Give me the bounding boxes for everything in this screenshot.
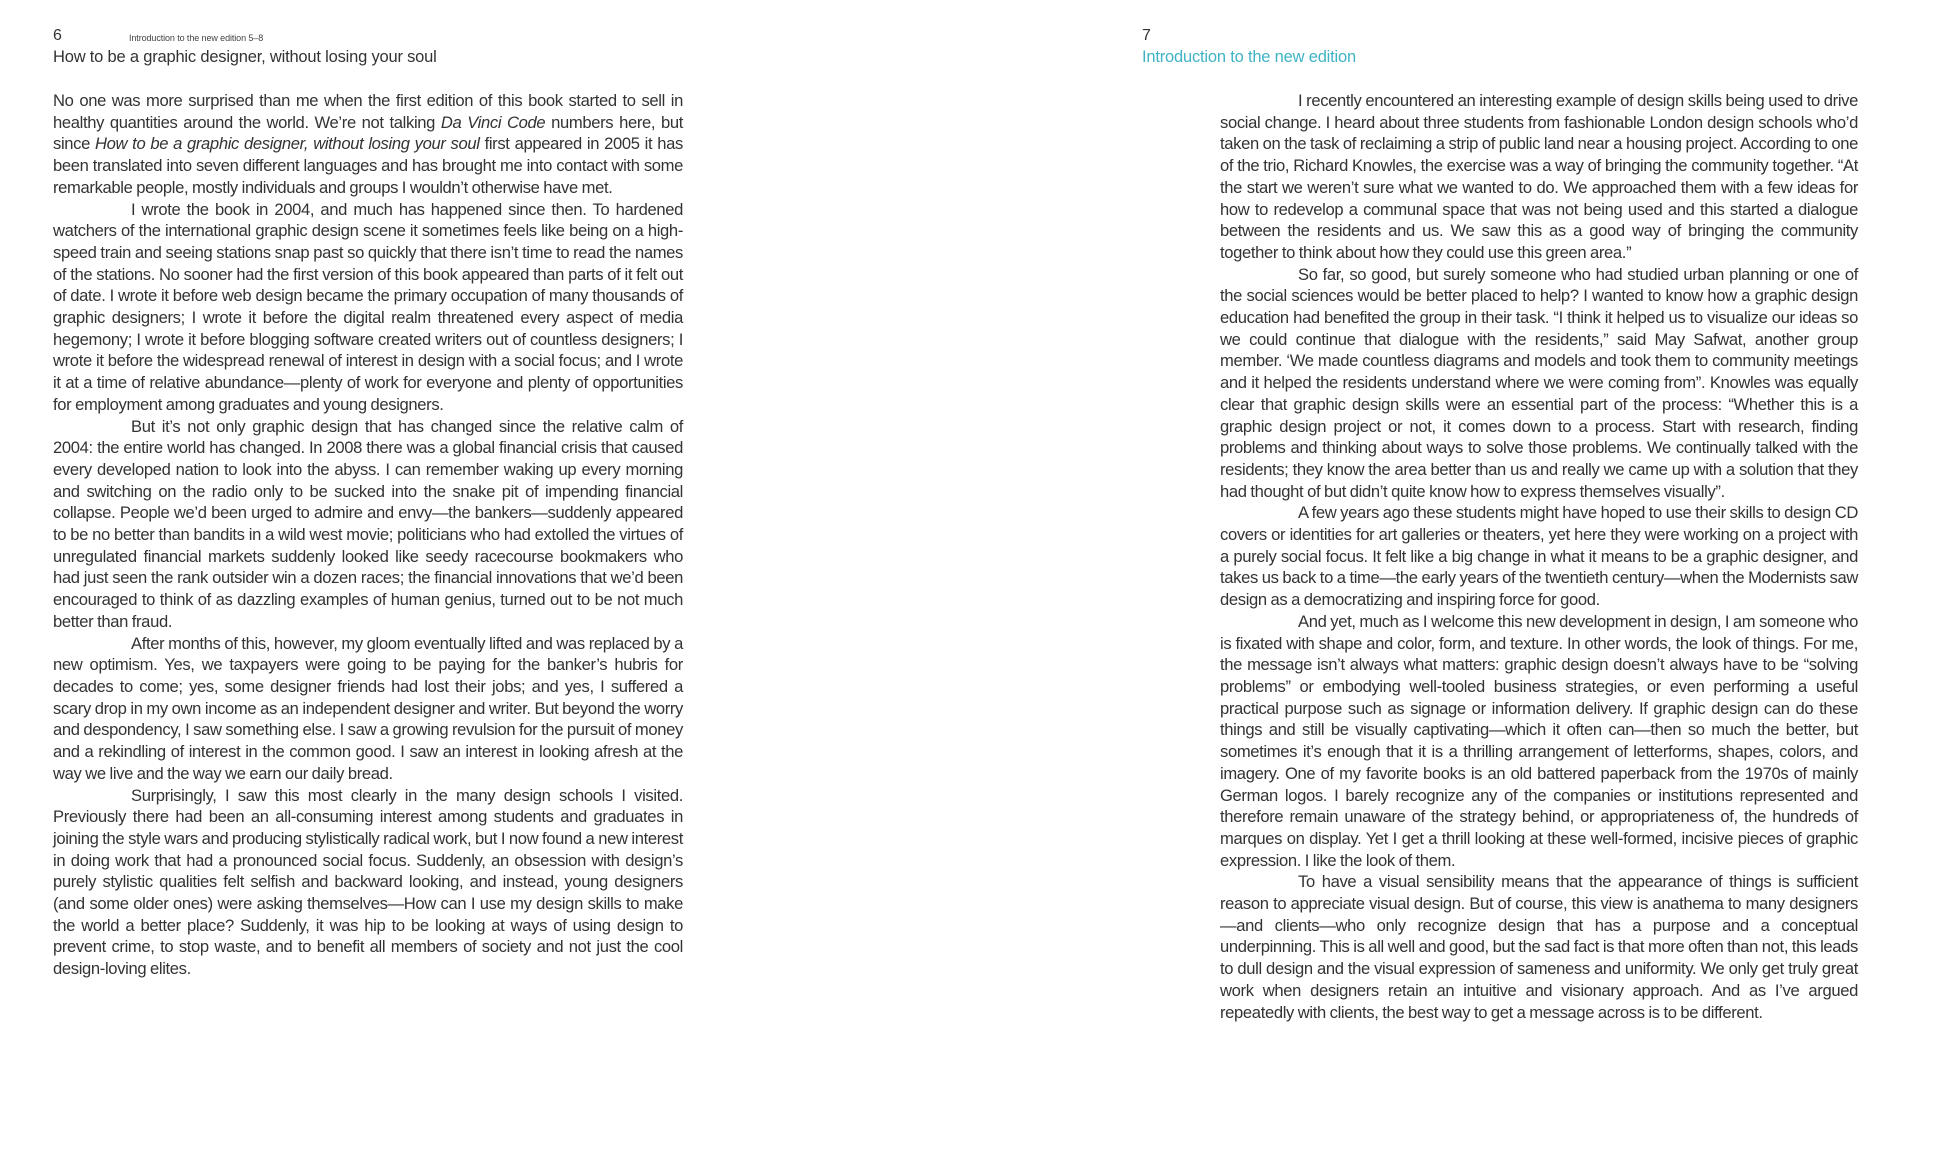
- page-number: 6: [53, 27, 62, 44]
- page-title: How to be a graphic designer, without losing your soul: [53, 48, 437, 66]
- italic-title: How to be a graphic designer, without losing your soul: [95, 134, 480, 154]
- paragraph: And yet, much as I welcome this new development in design, I am someone who is fixated with shape and color, form, and texture. In other words, the look of things. For me, the message isn’t always what matters: graphic design doesn’t always have to be “solving problems” or embodying well-tooled business strategies, or even performing a useful practical purpose such as signage or information delivery. If graphic design can do these things and still be visually captivating—which it often can—then so much the better, but sometimes it’s enough that it is a thrilling arrangement of letterforms, shapes, colors, and imagery. One of my favorite books is an old battered paperback from the 1970s of mainly German logos. I barely recognize any of the companies or institutions represented and therefore remain unaware of the strategy behind, or appropriateness of, the hundreds of marques on display. Yet I get a thrill looking at these well-formed, incisive pieces of graphic expression. I like the look of them.: [1220, 611, 1858, 870]
- page-title: Introduction to the new edition: [1142, 48, 1356, 66]
- page-number: 7: [1142, 27, 1151, 44]
- italic-title: Da Vinci Code: [440, 112, 546, 132]
- paragraph: So far, so good, but surely someone who had studied urban planning or one of the social sciences would be better placed to help? I wanted to know how a graphic design education had benefited the group in their task. “I think it helped us to visualize our ideas so we could continue that dialogue with the residents,” said May Safwat, another group member. ‘We made countless diagrams and models and took them to community meetings and it helped the residents understand where we were coming from”. Knowles was equally clear that graphic design skills were an essential part of the process: “Whether this is a graphic design project or not, it comes down to a process. Start with research, finding problems and thinking about ways to solve those problems. We continually talked with the residents; they know the area better than us and really we came up with a solution that they had thought of but didn’t quite know how to express themselves visually”.: [1220, 264, 1858, 501]
- paragraph: To have a visual sensibility means that the appearance of things is sufficient reason to appreciate visual design. But of course, this view is anathema to many designers—and clients—who only recognize design that has a purpose and a conceptual underpinning. This is all well and good, but the sad fact is that more often than not, this leads to dull design and the visual expression of sameness and uniformity. We only get truly great work when designers retain an intuitive and visionary approach. And as I’ve argued repeatedly with clients, the best way to get a message across is to be different.: [1220, 872, 1858, 1022]
- paragraph: After months of this, however, my gloom eventually lifted and was replaced by a new optimism. Yes, we taxpayers were going to be paying for the banker’s hubris for decades to come; yes, some designer friends had lost their jobs; and yes, I suffered a scary drop in my own income as an independent designer and writer. But beyond the worry and despondency, I saw something else. I saw a growing revulsion for the pursuit of money and a rekindling of interest in the common good. I saw an interest in looking afresh at the way we live and the way we earn our daily bread.: [53, 633, 683, 783]
- paragraph: Surprisingly, I saw this most clearly in the many design schools I visited. Previously there had been an all-consuming interest among students and graduates in joining the style wars and producing stylistically radical work, but I now found a new interest in doing work that had a pronounced social focus. Suddenly, an obsession with design’s purely stylistic qualities felt selfish and backward looking, and instead, young designers (and some older ones) were asking themselves—How can I use my design skills to make the world a better place? Suddenly, it was hip to be looking at ways of using design to prevent crime, to stop waste, and to benefit all members of society and not just the cool design-loving elites.: [53, 785, 683, 979]
- running-head: Introduction to the new edition 5–8: [129, 33, 264, 43]
- paragraph: I wrote the book in 2004, and much has happened since then. To hardened watchers of the international graphic design scene it sometimes feels like being on a high-speed train and seeing stations snap past so quickly that there isn’t time to read the names of the stations. No sooner had the first version of this book appeared than parts of it felt out of date. I wrote it before web design became the primary occupation of many thousands of graphic designers; I wrote it before the digital realm threatened every aspect of media hegemony; I wrote it before blogging software created writers out of countless designers; I wrote it before the widespread renewal of interest in design with a social focus; and I wrote it at a time of relative abundance—plenty of work for everyone and plenty of opportunities for employment among graduates and young designers.: [53, 199, 683, 414]
- body-text: [1220, 90, 1858, 1023]
- right-page: [973, 0, 1946, 1168]
- paragraph: A few years ago these students might have hoped to use their skills to design CD covers or identities for art galleries or theaters, yet here they were working on a project with a purely social focus. It felt like a big change in what it means to be a graphic designer, and takes us back to a time—the early years of the twentieth century—when the Modernists saw design as a democratizing and inspiring force for good.: [1220, 503, 1858, 610]
- paragraph: But it’s not only graphic design that has changed since the relative calm of 2004: the entire world has changed. In 2008 there was a global financial crisis that caused every developed nation to look into the abyss. I can remember waking up every morning and switching on the radio only to be sucked into the snake pit of impending financial collapse. People we’d been urged to admire and envy—the bankers—suddenly appeared to be no better than bandits in a wild west movie; politicians who had extolled the virtues of unregulated financial markets suddenly looked like seedy racecourse bookmakers who had just seen the rank outsider win a dozen races; the financial innovations that we’d been encouraged to think of as dazzling examples of human genius, turned out to be not much better than fraud.: [53, 416, 683, 631]
- body-text: [53, 90, 683, 980]
- paragraph: I recently encountered an interesting example of design skills being used to drive social change. I heard about three students from fashionable London design schools who’d taken on the task of reclaiming a strip of public land near a housing project. According to one of the trio, Richard Knowles, the exercise was a way of bringing the community together. “At the start we weren’t sure what we wanted to do. We approached them with a few ideas for how to redevelop a communal space that was not being used and this started a dialogue between the residents and us. We saw this as a good way of bringing the community together to think about how they could use this green area.”: [1220, 91, 1858, 262]
- paragraph: No one was more surprised than me when the first edition of this book started to sell in healthy quantities around the world. We’re not talking Da Vinci Code numbers here, but since How to be a graphic designer, without losing your soul first appeared in 2005 it has been translated into seven different languages and has brought me into contact with some remarkable people, mostly individuals and groups I wouldn’t otherwise have met.: [53, 91, 684, 197]
